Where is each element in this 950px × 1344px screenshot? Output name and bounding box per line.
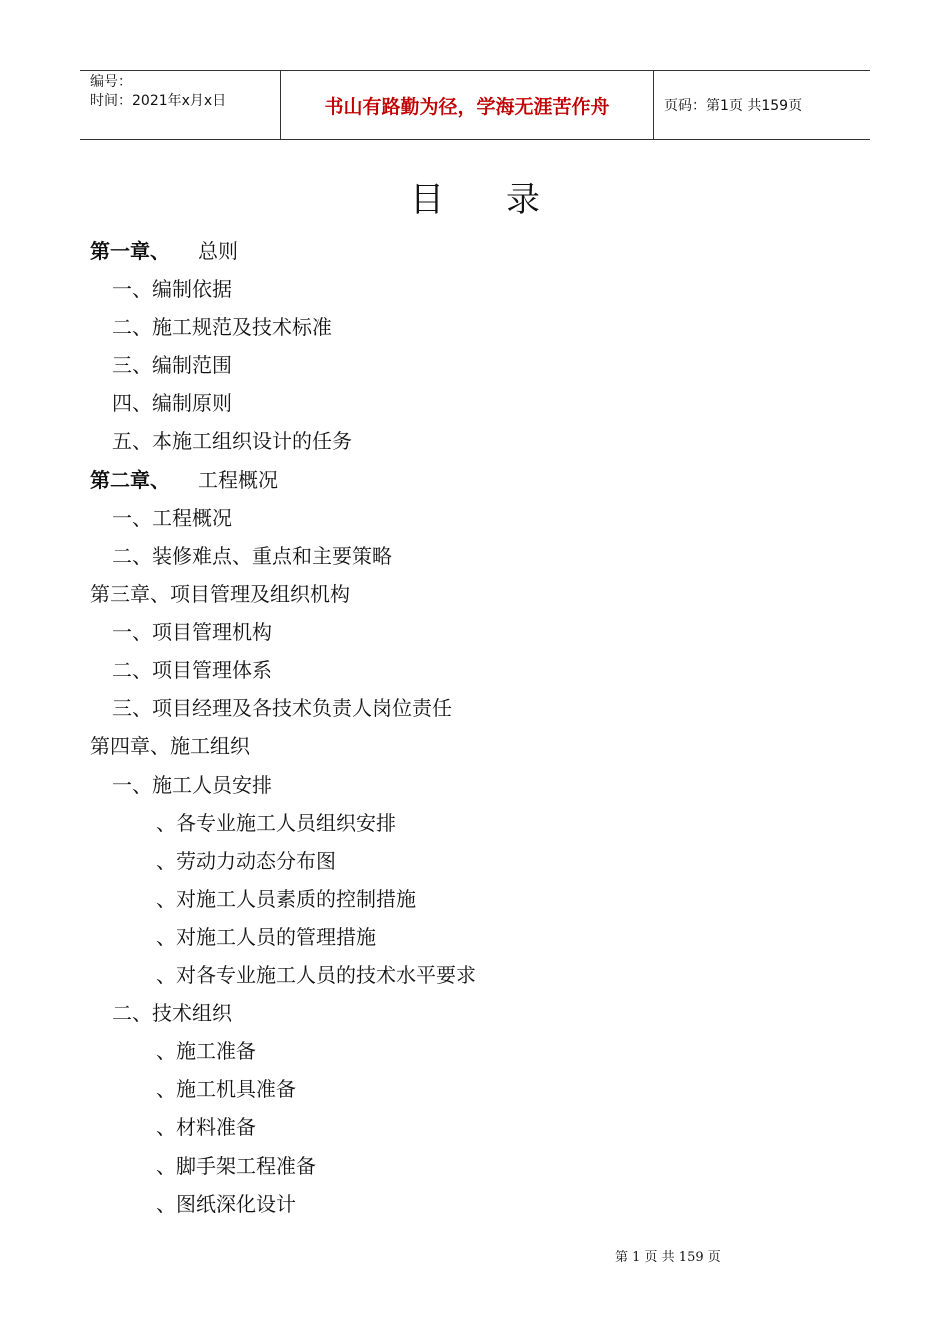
toc-entry[interactable]: 三、项目经理及各技术负责人岗位责任 <box>112 696 452 720</box>
toc-subentry[interactable]: 、图纸深化设计 <box>156 1192 296 1216</box>
toc-subentry[interactable]: 、对施工人员素质的控制措施 <box>156 887 416 911</box>
toc-entry[interactable]: 一、编制依据 <box>112 277 232 301</box>
toc-entry[interactable]: 三、编制范围 <box>112 353 232 377</box>
toc-chapter-label: 第二章、 <box>90 468 170 492</box>
document-time-label: 时间：2021年x月x日 <box>90 93 227 109</box>
toc-entry[interactable]: 二、施工规范及技术标准 <box>112 315 332 339</box>
header-page-info: 页码：第1页 共159页 <box>664 98 803 114</box>
toc-chapter-label: 第一章、 <box>90 239 170 263</box>
toc-entry[interactable]: 五、本施工组织设计的任务 <box>112 429 352 453</box>
toc-chapter-3[interactable]: 第三章、项目管理及组织机构 <box>90 582 350 606</box>
toc-chapter-4[interactable]: 第四章、施工组织 <box>90 734 250 758</box>
toc-subentry[interactable]: 、对施工人员的管理措施 <box>156 925 376 949</box>
toc-entry[interactable]: 一、项目管理机构 <box>112 620 272 644</box>
toc-subentry[interactable]: 、对各专业施工人员的技术水平要求 <box>156 963 476 987</box>
toc-subentry[interactable]: 、施工机具准备 <box>156 1077 296 1101</box>
toc-chapter-2[interactable] <box>90 467 278 493</box>
page-title <box>0 172 950 221</box>
toc-entry[interactable]: 二、装修难点、重点和主要策略 <box>112 544 392 568</box>
toc-chapter-1[interactable] <box>90 238 238 264</box>
toc-subentry[interactable]: 、施工准备 <box>156 1039 256 1063</box>
page-header <box>80 70 870 140</box>
header-motto: 书山有路勤为径，学海无涯苦作舟 <box>281 71 654 139</box>
toc-subentry[interactable]: 、材料准备 <box>156 1115 256 1139</box>
title-char-left: 目 <box>410 180 444 220</box>
toc-entry[interactable]: 一、施工人员安排 <box>112 773 272 797</box>
title-char-right: 录 <box>506 180 540 220</box>
document-number-label: 编号： <box>90 74 132 90</box>
toc-chapter-title: 工程概况 <box>198 468 278 492</box>
toc-subentry[interactable]: 、劳动力动态分布图 <box>156 849 336 873</box>
toc-entry[interactable]: 二、项目管理体系 <box>112 658 272 682</box>
header-meta <box>80 71 281 139</box>
toc-entry[interactable]: 一、工程概况 <box>112 506 232 530</box>
toc-entry[interactable]: 二、技术组织 <box>112 1001 232 1025</box>
toc-subentry[interactable]: 、脚手架工程准备 <box>156 1154 316 1178</box>
page-footer: 第 1 页 共 159 页 <box>615 1250 721 1265</box>
toc-entry[interactable]: 四、编制原则 <box>112 391 232 415</box>
toc-chapter-title: 总则 <box>198 239 238 263</box>
toc-subentry[interactable]: 、各专业施工人员组织安排 <box>156 811 396 835</box>
